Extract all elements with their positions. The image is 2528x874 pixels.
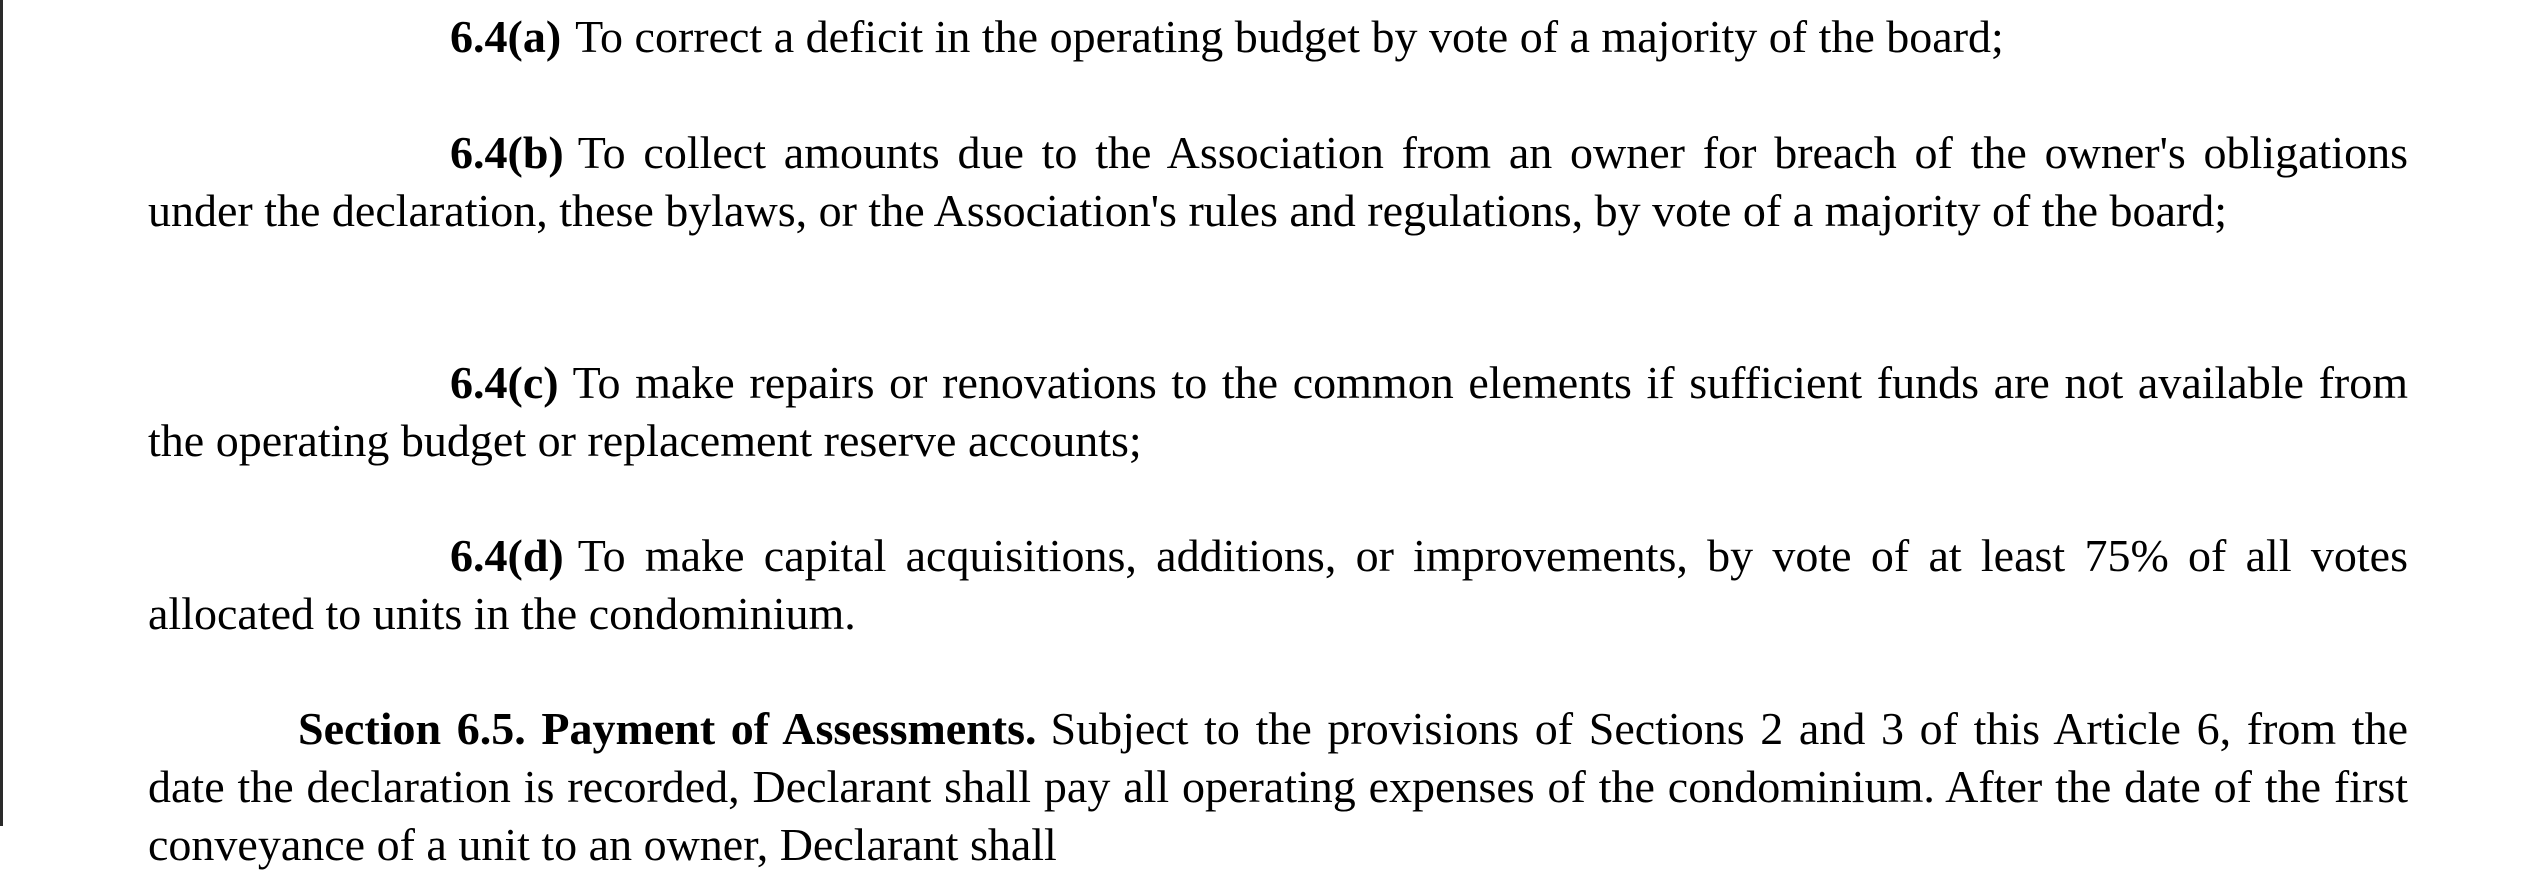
paragraph-text: To make capital acquisitions, additions, or improvements, by vote of at least 75% of all votes allocated to units in the condominium.: [148, 530, 2408, 639]
paragraph-label: 6.4(a): [450, 11, 562, 62]
paragraph-6-4-a: [148, 8, 2408, 66]
paragraph-text: To collect amounts due to the Association from an owner for breach of the owner's obligations under the declaration, these bylaws, or the Association's rules and regulations, by vote of a majority of the board;: [148, 127, 2408, 236]
paragraph-label: 6.4(d): [450, 530, 564, 581]
paragraph-label: 6.4(b): [450, 127, 564, 178]
paragraph-6-4-d: [148, 527, 2408, 643]
section-6-5: [148, 700, 2408, 874]
paragraph-6-4-b: [148, 124, 2408, 240]
section-heading: Section 6.5. Payment of Assessments.: [298, 703, 1037, 754]
paragraph-6-4-c: [148, 354, 2408, 470]
page-left-edge: [0, 0, 3, 826]
paragraph-text: To correct a deficit in the operating budget by vote of a majority of the board;: [575, 11, 2004, 62]
paragraph-text: To make repairs or renovations to the common elements if sufficient funds are not available from the operating budget or replacement reserve accounts;: [148, 357, 2408, 466]
section-text: Subject to the provisions of Sections 2 and 3 of this Article 6, from the date the declaration is recorded, Declarant shall pay all operating expenses of the condominium. After the date of the first conveyance of a unit to an owner, Declarant shall: [148, 703, 2408, 870]
paragraph-label: 6.4(c): [450, 357, 559, 408]
